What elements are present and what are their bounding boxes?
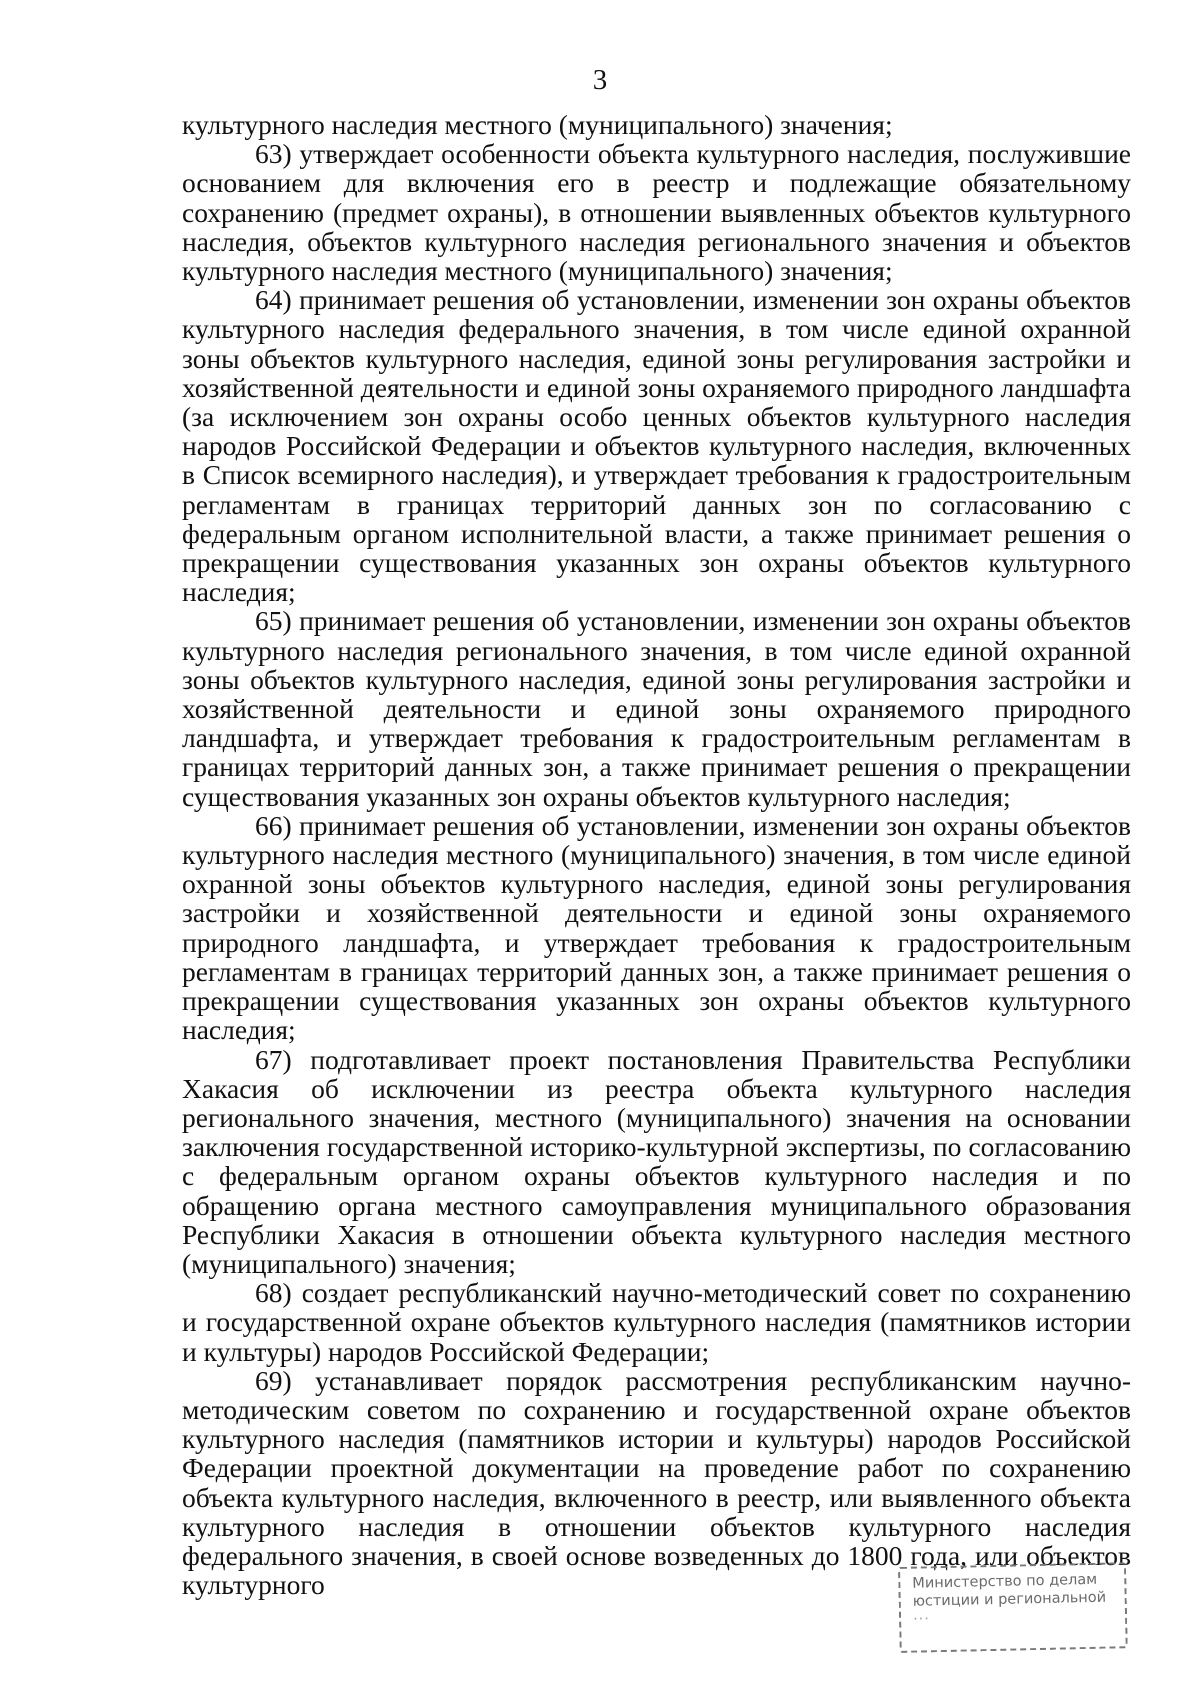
paragraph-item-65: 65) принимает решения об установлении, изменении зон охраны объектов культурного наследия регионального значения, в том числе единой охранной зоны объектов культурного наследия, единой зоны регулирования застройки и хозяйственной деятельности и единой зоны охраняемого природного ландшафта, и утверждает требования к градостроительным регламентам в границах территорий данных зон, а также принимает решения о прекращении существования указанных зон охраны объектов культурного наследия; — [182, 605, 1131, 812]
stamp-line-3: ··· — [912, 1611, 931, 1628]
document-body — [182, 110, 1131, 1599]
page-number: 3 — [592, 64, 608, 96]
stamp-line-2: юстиции и региональной — [912, 1589, 1107, 1610]
stamp-line-1: Министерство по делам — [912, 1571, 1098, 1592]
paragraph-item-63: 63) утверждает особенности объекта культурного наследия, послужившие основанием для включения его в реестр и подлежащие обязательному сохранению (предмет охраны), в отношении выявленных объектов культурного наследия, объектов культурного наследия регионального значения и объектов культурного наследия местного (муниципального) значения; — [182, 138, 1131, 287]
paragraph-continuation: культурного наследия местного (муниципального) значения; — [182, 109, 893, 140]
paragraph-item-64: 64) принимает решения об установлении, изменении зон охраны объектов культурного наследия федерального значения, в том числе единой охранной зоны объектов культурного наследия, единой зоны регулирования застройки и хозяйственной деятельности и единой зоны охраняемого природного ландшафта (за исключением зон охраны особо ценных объектов культурного наследия народов Российской Федерации и объектов культурного наследия, включенных в Список всемирного наследия), и утверждает требования к градостроительным регламентам в границах территорий данных зон по согласованию с федеральным органом исполнительной власти, а также принимает решения о прекращении существования указанных зон охраны объектов культурного наследия; — [182, 284, 1131, 608]
ministry-stamp — [898, 1562, 1128, 1653]
paragraph-item-67: 67) подготавливает проект постановления Правительства Республики Хакасия об исключении из реестра объекта культурного наследия регионального значения, местного (муниципального) значения на основании заключения государственной историко-культурной экспертизы, по согласованию с федеральным органом охраны объектов культурного наследия и по обращению органа местного самоуправления муниципального образования Республики Хакасия в отношении объекта культурного наследия местного (муниципального) значения; — [182, 1043, 1131, 1279]
paragraph-item-69: 69) устанавливает порядок рассмотрения республиканским научно-методическим советом по сохранению и государственной охране объектов культурного наследия (памятников истории и культуры) народов Российской Федерации проектной документации на проведение работ по сохранению объекта культурного наследия, включенного в реестр, или выявленного объекта культурного наследия в отношении объектов культурного наследия федерального значения, в своей основе возведенных до 1800 года, или объектов культурного — [182, 1364, 1131, 1601]
paragraph-item-66: 66) принимает решения об установлении, изменении зон охраны объектов культурного наследия местного (муниципального) значения, в том числе единой охранной зоны объектов культурного наследия, единой зоны регулирования застройки и хозяйственной деятельности и единой зоны охраняемого природного ландшафта, и утверждает требования к градостроительным регламентам в границах территорий данных зон, а также принимает решения о прекращении существования указанных зон охраны объектов культурного наследия; — [182, 809, 1131, 1046]
paragraph-item-68: 68) создает республиканский научно-методический совет по сохранению и государственной охране объектов культурного наследия (памятников истории и культуры) народов Российской Федерации; — [182, 1277, 1131, 1367]
